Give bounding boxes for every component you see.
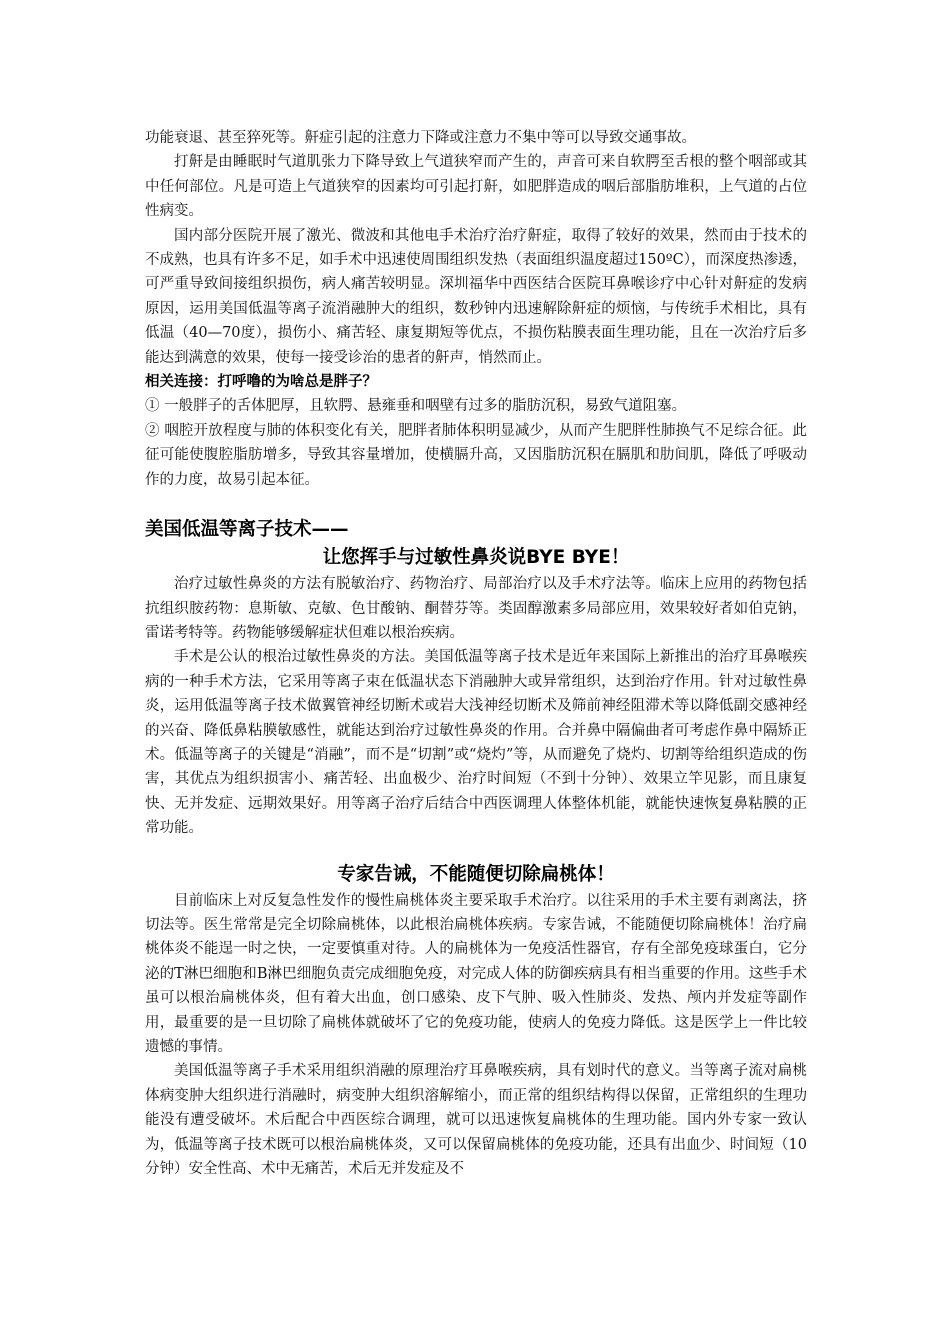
section-title-plasma: 美国低温等离子技术——	[145, 519, 349, 541]
related-item-1: ① 一般胖子的舌体肥厚，且软腭、悬雍垂和咽壁有过多的脂肪沉积，易致气道阻塞。	[145, 398, 687, 415]
tonsil-paragraph-1: 目前临床上对反复急性发作的慢性扁桃体炎主要采取手术治疗。以往采用的手术主要有剥离法，挤切法等。医生常常是完全切除扁桃体，以此根治扁桃体疾病。专家告诫，不能随便切除扁桃体！治疗扁桃体炎不能逞一时之快，一定要慎重对待。人的扁桃体为一免疫活性器官，存有全部免疫球蛋白，它分泌的T淋巴细胞和B淋巴细胞负责完成细胞免疫，对完成人体的防御疾病具有相当重要的作用。这些手术虽可以根治扁桃体炎，但有着大出血，创口感染、皮下气肿、吸入性肺炎、发热、颅内并发症等副作用，最重要的是一旦切除了扁桃体就破坏了它的免疫功能，使病人的免疫力降低。这是医学上一件比较遗憾的事情。	[145, 892, 807, 1055]
intro-paragraph-1: 功能衰退、甚至猝死等。鼾症引起的注意力下降或注意力不集中等可以导致交通事故。	[145, 130, 696, 146]
intro-paragraph-2: 打鼾是由睡眠时气道肌张力下降导致上气道狭窄而产生的，声音可来自软腭至舌根的整个咽部或其中任何部位。凡是可造上气道狭窄的因素均可引起打鼾，如肥胖造成的咽后部脂肪堆积，上气道的占位性病变。	[145, 154, 807, 220]
section-subtitle-rhinitis: 让您挥手与过敏性鼻炎说BYE BYE！	[322, 547, 630, 569]
rhinitis-paragraph-2: 手术是公认的根治过敏性鼻炎的方法。美国低温等离子技术是近年来国际上新推出的治疗耳鼻喉疾病的一种手术方法，它采用等离子束在低温状态下消融肿大或异常组织，达到治疗作用。针对过敏性鼻炎，运用低温等离子技术做翼管神经切断术或岩大浅神经切断术及筛前神经阻滞术等以降低副交感神经的兴奋、降低鼻粘膜敏感性，就能达到治疗过敏性鼻炎的作用。合并鼻中隔偏曲者可考虑作鼻中隔矫正术。低温等离子的关键是“消融”，而不是“切割”或“烧灼”等，从而避免了烧灼、切割等给组织造成的伤害，其优点为组织损害小、痛苦轻、出血极少、治疗时间短（不到十分钟）、效果立竿见影，而且康复快、无并发症、远期效果好。用等离子治疗后结合中西医调理人体整体机能，就能快速恢复鼻粘膜的正常功能。	[145, 649, 807, 837]
spacer	[145, 492, 807, 516]
document-body	[145, 126, 807, 1181]
tonsil-paragraph-2: 美国低温等离子手术采用组织消融的原理治疗耳鼻喉疾病，具有划时代的意义。当等离子流对扁桃体病变肿大组织进行消融时，病变肿大组织溶解缩小，而正常的组织结构得以保留，正常组织的生理功能没有遭受破坏。术后配合中西医综合调理，就可以迅速恢复扁桃体的生理功能。国内外专家一致认为，低温等离子技术既可以根治扁桃体炎，又可以保留扁桃体的免疫功能，还具有出血少、时间短（10分钟）安全性高、术中无痛苦，术后无并发症及不	[145, 1063, 807, 1178]
related-link-heading: 相关连接：打呼噜的为啥总是胖子？	[145, 374, 377, 391]
rhinitis-paragraph-1: 治疗过敏性鼻炎的方法有脱敏治疗、药物治疗、局部治疗以及手术疗法等。临床上应用的药物包括抗组织胺药物：息斯敏、克敏、色甘酸钠、酮替芬等。类固醇激素多局部应用，效果较好者如伯克钠，雷诺考特等。药物能够缓解症状但难以根治疾病。	[145, 576, 807, 641]
intro-paragraph-3: 国内部分医院开展了激光、微波和其他电手术治疗治疗鼾症，取得了较好的效果，然而由于技术的不成熟，也具有许多不足，如手术中迅速使周围组织发热（表面组织温度超过150ºC），而深度热渗透，可严重导致间接组织损伤，病人痛苦较明显。深圳福华中西医结合医院耳鼻喉诊疗中心针对鼾症的发病原因，运用美国低温等离子流消融肿大的组织，数秒钟内迅速解除鼾症的烦恼，与传统手术相比，具有低温（40—70度），损伤小、痛苦轻、康复期短等优点，不损伤粘膜表面生理功能，且在一次治疗后多能达到满意的效果，使每一接受诊治的患者的鼾声，悄然而止。	[145, 227, 807, 366]
spacer	[145, 841, 807, 861]
section-title-tonsil: 专家告诫，不能随便切除扁桃体！	[337, 863, 615, 885]
related-item-2: ② 咽腔开放程度与肺的体积变化有关，肥胖者肺体积明显减少，从而产生肥胖性肺换气不足综合征。此征可能使腹腔脂肪增多，导致其容量增加，使横膈升高，又因脂肪沉积在膈肌和肋间肌，降低了呼吸动作的力度，故易引起本征。	[145, 422, 807, 488]
